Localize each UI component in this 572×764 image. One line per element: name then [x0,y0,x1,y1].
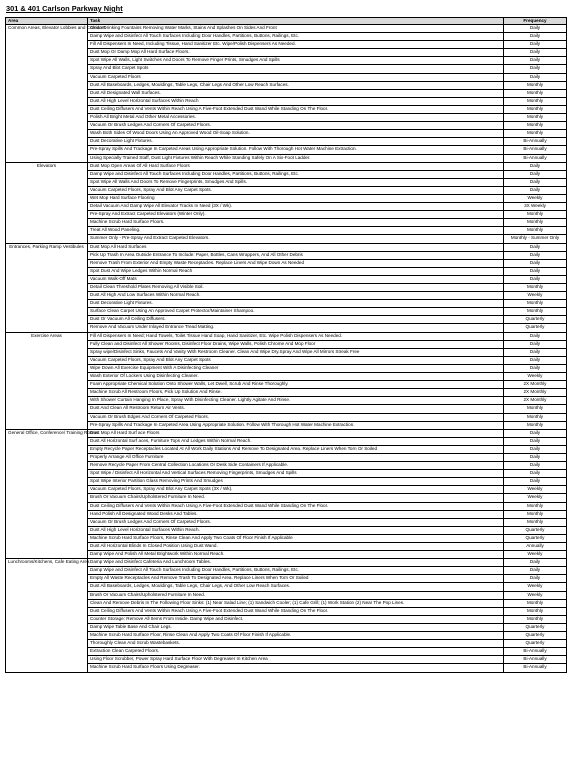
task-cell: Empty All Waste Receptacles And Remove Trash To Designated Area. Replace Liners When Torn Or Soiled [88,575,504,583]
task-cell: Damp Wipe and Disinfect Cafeteria And Lunchroom Tables. [88,559,504,567]
task-cell: Remove Recycle Paper From Central Collection Locations Or Desk Side Containers If Applicable. [88,462,504,470]
table-row [6,405,567,413]
table-row [6,615,567,623]
frequency-cell: Bi-Annually [504,656,567,664]
table-row [6,105,567,113]
frequency-cell: Monthly [504,211,567,219]
frequency-cell: Monthly [504,421,567,429]
task-cell: Wet Mop Hard Surface Flooring [88,194,504,202]
frequency-cell: Daily [504,162,567,170]
frequency-cell: 2X Monthly [504,381,567,389]
frequency-cell: Monthly [504,114,567,122]
task-cell: Dust All Baseboards, Ledges, Mouldings, Table Legs, Chair Legs And Other Low Reach Surfaces. [88,81,504,89]
frequency-cell: Monthly [504,105,567,113]
table-row [6,478,567,486]
task-cell: Vacuum Or Brush Ledges And Corners Of Carpeted Floors. [88,518,504,526]
task-cell: Spray And Blot Carpet Spots [88,65,504,73]
frequency-cell: Monthly [504,219,567,227]
task-cell: Remove And Vacuum Under Inlayed Entrance Tread Matting. [88,324,504,332]
task-cell: Fill All Dispensers In Need; Hand Towels, Toilet Tissue Hand Soap, Hand Sanitizer, Etc. Wipe Polish Dispensers As Needed. [88,332,504,340]
frequency-cell: Daily [504,57,567,65]
frequency-cell: Daily [504,259,567,267]
task-cell: Summer Only - Pre-Spray And Extract Carpeted Elevators. [88,235,504,243]
table-row [6,33,567,41]
frequency-cell: Monthly [504,607,567,615]
table-row [6,57,567,65]
frequency-cell: Weekly [504,373,567,381]
table-row [6,194,567,202]
table-row [6,583,567,591]
frequency-cell: Daily [504,470,567,478]
table-row [6,162,567,170]
table-row [6,25,567,33]
table-row [6,170,567,178]
frequency-cell: Monthly [504,615,567,623]
task-cell: Hand Polish All Designated Wood Desks And Tables. [88,510,504,518]
frequency-cell: Bi-Annually [504,146,567,154]
table-row [6,308,567,316]
frequency-cell: Daily [504,33,567,41]
frequency-cell: Monthly [504,227,567,235]
task-cell: Properly Arrange All Office Furniture [88,453,504,461]
frequency-cell: Daily [504,364,567,372]
table-row [6,551,567,559]
task-cell: Vacuum Carpeted Floors, Spray And Blot Any Carpet Spots [88,356,504,364]
table-row [6,154,567,162]
frequency-cell: Weekly [504,591,567,599]
frequency-cell: Monthly [504,413,567,421]
table-row [6,575,567,583]
frequency-cell: Monthly [504,518,567,526]
frequency-cell: 3X Weekly [504,203,567,211]
table-row [6,462,567,470]
table-row [6,332,567,340]
table-row [6,227,567,235]
table-header-row [6,18,567,25]
task-cell: Dust All Baseboards, Ledges, Mouldings, Table Legs, Chair Legs, And Other Low Reach Surfaces. [88,583,504,591]
table-row [6,397,567,405]
table-row [6,494,567,502]
frequency-cell: Monthly [504,502,567,510]
area-cell: Elevators [6,162,88,243]
frequency-cell: Monthly [504,122,567,130]
area-cell: General Office, Conference/ Training Rooms [6,429,88,559]
table-row [6,219,567,227]
task-cell: Polish All Bright Metal And Other Metal Accessories. [88,114,504,122]
header-task: Task [88,18,504,25]
table-row [6,235,567,243]
task-cell: Vacuum Or Brush Edges And Corners Of Carpeted Floors. [88,413,504,421]
table-row [6,251,567,259]
frequency-cell: Weekly [504,292,567,300]
table-row [6,41,567,49]
frequency-cell: Daily [504,267,567,275]
frequency-cell: Daily [504,178,567,186]
table-row [6,114,567,122]
task-cell: Vacuum Walk-Off Mats [88,275,504,283]
task-cell: Damp Wipe And Polish All Metal Brightwork Within Normal Reach. [88,551,504,559]
task-cell: Foam Appropriate Chemical Solution Onto Shower Walls, Let Dwell, Scrub And Rinse Thoroughly. [88,381,504,389]
frequency-cell: Daily [504,437,567,445]
task-cell: Dust Mop Open Areas Of All Hard Surface Floors [88,162,504,170]
table-row [6,486,567,494]
frequency-cell: Daily [504,332,567,340]
frequency-cell: Daily [504,49,567,57]
task-cell: Pre-Spray And Extract Carpeted Elevators (Winter Only). [88,211,504,219]
task-cell: Remove Trash From Exterior And Empty Waste Receptacles. Replace Liners And Wipe Down As Needed [88,259,504,267]
frequency-cell: Monthly [504,405,567,413]
task-cell: Using Specially Trained Staff, Dust Light Fixtures Within Reach While Standing Safely On A Six-Foot Ladder. [88,154,504,162]
header-area: Area [6,18,88,25]
frequency-cell: Weekly [504,583,567,591]
table-row [6,623,567,631]
table-row [6,356,567,364]
frequency-cell: Monthly [504,300,567,308]
table-row [6,65,567,73]
table-row [6,186,567,194]
frequency-cell: Daily [504,275,567,283]
table-row [6,89,567,97]
frequency-cell: Monthly [504,81,567,89]
table-row [6,421,567,429]
table-row [6,502,567,510]
frequency-cell: Daily [504,462,567,470]
task-cell: Dust Or Vacuum All Ceiling Diffusers. [88,316,504,324]
task-cell: Pre-Spray Spills And Trackage In Carpeted Areas Using Appropriate Solution. Follow With Thorough Hot Water Machine Extraction. [88,146,504,154]
task-cell: Spot Wipe / Disinfect All Horizontal And Vertical Surfaces Removing Fingerprints, Smudges And Spills [88,470,504,478]
table-row [6,567,567,575]
table-row [6,591,567,599]
table-row [6,122,567,130]
page-title: 301 & 401 Carlson Parkway Night [6,4,123,13]
task-cell: Vacuum Carpeted Floors [88,73,504,81]
task-cell: Damp Wipe and Disinfect All Touch Surfaces Including Door Handles, Partitions, Buttons, Railings, Etc. [88,33,504,41]
task-cell: Damp Wipe Table Base And Chair Legs. [88,623,504,631]
frequency-cell: Quarterly [504,640,567,648]
table-row [6,389,567,397]
frequency-cell: Monthly [504,97,567,105]
frequency-cell: Quarterly [504,526,567,534]
task-cell: Dust All Horizontal Blinds In Closed Position Using Dust Wand. [88,543,504,551]
frequency-cell: Bi-Annually [504,664,567,672]
task-cell: Machine Scrub Hard Surface Floor, Rinse Clean And Apply Two Coats Of Floor Finish If Applicable. [88,632,504,640]
table-row [6,259,567,267]
frequency-cell: Monthly [504,89,567,97]
task-cell: Wash Both Sides Of Wood Doors Using An Approved Wood Oil-Soap Solution. [88,130,504,138]
table-row [6,284,567,292]
frequency-cell: Annually [504,543,567,551]
task-cell: Dust Ceiling Diffusers And Vents Within Reach Using A Five-Foot Extended Dust Wand While Standing On The Floor. [88,607,504,615]
table-row [6,243,567,251]
frequency-cell: Daily [504,453,567,461]
frequency-cell: Daily [504,25,567,33]
table-row [6,324,567,332]
frequency-cell: Daily [504,65,567,73]
task-cell: Brush Or Vacuum Chairs/Upholstered Furniture In Need. [88,591,504,599]
table-row [6,640,567,648]
frequency-cell: Daily [504,170,567,178]
task-cell: Vacuum Carpeted Floors, Spray And Blot Any Carpet Spots (3X / Wk). [88,486,504,494]
table-row [6,381,567,389]
task-cell: Vacuum Or Brush Ledges And Corners Of Carpeted Floors. [88,122,504,130]
table-row [6,267,567,275]
frequency-cell: Quarterly [504,632,567,640]
task-cell: Wash Exterior Of Lockers Using Disinfecting Cleaner. [88,373,504,381]
frequency-cell: Weekly [504,194,567,202]
frequency-cell: Daily [504,340,567,348]
task-cell: Dust Mop Or Damp Mop All Hard Surface Floors. [88,49,504,57]
frequency-cell: Monthly [504,599,567,607]
frequency-cell: Quarterly [504,324,567,332]
frequency-cell: Quarterly [504,623,567,631]
task-cell: Spot Wipe Interior Partition Glass Removing Prints And Smudges [88,478,504,486]
task-cell: Dust Mop All Hard Surf ace Floors [88,429,504,437]
table-row [6,656,567,664]
task-cell: Spray wipe/Disinfect Sinks, Faucets And Vanity With Restroom Cleaner. Clean And Wipe Dry.Spray And Wipe All Mirrors Streak Free [88,348,504,356]
table-row [6,534,567,542]
table-row [6,445,567,453]
header-frequency: Frequency [504,18,567,25]
task-cell: Dust All High Level Horizontal Surfaces Within Reach [88,97,504,105]
frequency-cell: Daily [504,41,567,49]
task-cell: Machine Scrub Hard Surface Floors Using Degreaser. [88,664,504,672]
frequency-cell: Daily [504,356,567,364]
table-row [6,510,567,518]
task-cell: Counter Storage: Remove All Items From Inside. Damp Wipe and Disinfect. [88,615,504,623]
table-row [6,437,567,445]
frequency-cell: Daily [504,348,567,356]
area-cell: Common Areas, Elevator Lobbies and Corridors [6,25,88,163]
task-cell: Spot Dust And Wipe Ledges Within Normal Reach [88,267,504,275]
table-row [6,518,567,526]
task-cell: Empty Recycle Paper Receptacles Located At All Work Daily Stations And Remove To Designated Area. Replace Liners When Torn Or Soiled [88,445,504,453]
frequency-cell: Daily [504,445,567,453]
frequency-cell: Weekly [504,494,567,502]
task-cell: Damp Wipe and Disinfect All Touch Surfaces Including Door Handles, Partitions, Buttons, Railings, Etc. [88,567,504,575]
task-cell: Spot Wipe All Walls, Light Switches And Doors To Remove Finger Prints, Smudges And Spills [88,57,504,65]
table-row [6,599,567,607]
frequency-cell: Bi-Annually [504,138,567,146]
task-cell: Dust Ceiling Diffusers And Vents Within Reach Using A Five-Foot Extended Dust Wand While Standing On The Floor. [88,105,504,113]
table-row [6,632,567,640]
task-cell: Dust All Horizontal Surf aces, Furniture Tops And Ledges Within Normal Reach. [88,437,504,445]
table-row [6,203,567,211]
table-row [6,526,567,534]
task-cell: Spot Wipe All Walls And Doors To Remove Fingerprints, Smudges And Spills. [88,178,504,186]
task-cell: With Shower Curtain Hanging In Place, Spray With Disinfecting Cleaner. Lightly Agitate And Rinse. [88,397,504,405]
table-row [6,146,567,154]
frequency-cell: Monthly [504,284,567,292]
task-cell: Dust Decorative Light Fixtures. [88,138,504,146]
task-cell: Clean And Remove Debris In The Following Floor Sinks: (1) Near Salad Line; (1) Sandwich Cooler; (1) Cafe Grill; (1) Work Station (2) Near The Pop Lines. [88,599,504,607]
frequency-cell: 2X Monthly [504,389,567,397]
table-row [6,543,567,551]
frequency-cell: Monthly [504,510,567,518]
frequency-cell: Monthly [504,308,567,316]
task-cell: Dust All Designated Wall Surfaces. [88,89,504,97]
table-row [6,429,567,437]
table-row [6,138,567,146]
task-cell: Surface Clean Carpet Using An Approved Carpet Protector/Maintainer Shampoo. [88,308,504,316]
area-cell: Lunchrooms/Kitchens, Cafe Eating Area [6,559,88,672]
table-row [6,648,567,656]
frequency-cell: 2X Monthly [504,397,567,405]
table-body [6,25,567,673]
table-row [6,453,567,461]
task-cell: Clean Drinking Fountains Removing Water Marks, Stains And Splashes On Sides And Front [88,25,504,33]
task-cell: Damp Wipe and Disinfect All Touch Surfaces Including Door Handles, Partitions, Buttons, Railings, Etc. [88,170,504,178]
table-row [6,178,567,186]
table-row [6,49,567,57]
table-row [6,275,567,283]
frequency-cell: Monthly [504,130,567,138]
frequency-cell: Daily [504,567,567,575]
task-cell: Machine Scrub Hard Surface Floors. [88,219,504,227]
task-cell: Dust And Clean All Restroom Return Air Vents. [88,405,504,413]
frequency-cell: Daily [504,251,567,259]
area-cell: Entrances, Parking Ramp Vestibules [6,243,88,332]
frequency-cell: Daily [504,559,567,567]
task-cell: Machine Scrub Hard Surface Floors, Rinse Clean And Apply Two Coats Of Floor Finish If Applicable [88,534,504,542]
table-row [6,607,567,615]
frequency-cell: Daily [504,186,567,194]
frequency-cell: Weekly [504,486,567,494]
table-row [6,292,567,300]
table-row [6,300,567,308]
area-cell: Exercise Areas [6,332,88,429]
task-cell: Fill All Dispensers In Need, Including Tissue, Hand Sanitizer Etc. Wipe/Polish Dispensers As Needed. [88,41,504,49]
table-row [6,364,567,372]
table-row [6,664,567,672]
task-cell: Dust All High And Low Surfaces Within Normal Reach. [88,292,504,300]
task-cell: Thoroughly Clean And Scrub Wastebaskets. [88,640,504,648]
table-row [6,97,567,105]
table-row [6,316,567,324]
frequency-cell: Daily [504,575,567,583]
task-cell: Detail Vacuum And Damp Wipe All Elevator Tracks In Need (3X / Wk). [88,203,504,211]
task-cell: Treat All Wood Paneling. [88,227,504,235]
frequency-cell: Daily [504,429,567,437]
table-row [6,348,567,356]
task-cell: Detail Clean Threshold Plates Removing All Visible Soil. [88,284,504,292]
task-cell: Pre-Spray Spills And Trackage In Carpeted Area Using Appropriate Solution. Follow With Thorough Hot Water Machine Extraction. [88,421,504,429]
task-cell: Fully Clean and Disinfect All Shower Rooms, Disinfect Floor Drains, Wipe Walls, Polish Chrome And Mop Floor [88,340,504,348]
task-cell: Pick Up Trash In Area Outside Entrance To Include: Paper, Bottles, Cans Wrappers, And All Other Debris [88,251,504,259]
task-cell: Machine Scrub All Restroom Floors, Pick Up Solution And Rinse. [88,389,504,397]
table-row [6,81,567,89]
frequency-cell: Daily [504,73,567,81]
frequency-cell: Weekly [504,551,567,559]
table-row [6,373,567,381]
task-cell: Wipe Down All Exercise Equipment With A Disinfecting Cleaner [88,364,504,372]
task-cell: Using Floor Scrubber, Power Spray Hard Surface Floor With Degreaser In Kitchen Area [88,656,504,664]
task-cell: Vacuum Carpeted Floors, Spray And Blot Any Carpet Spots. [88,186,504,194]
table-row [6,413,567,421]
frequency-cell: Quarterly [504,316,567,324]
table-row [6,73,567,81]
frequency-cell: Quarterly [504,534,567,542]
task-cell: Dust Ceiling Diffusers And Vents Within Reach Using A Five-Foot Extended Dust Wand While Standing On The Floor. [88,502,504,510]
task-cell: Extraction Clean Carpeted Floors. [88,648,504,656]
table-row [6,130,567,138]
frequency-cell: Bi-Annually [504,648,567,656]
task-cell: Dust Decorative Light Fixtures. [88,300,504,308]
task-cell: Dust All High Level Horizontal Surfaces Within Reach. [88,526,504,534]
frequency-cell: Daily [504,243,567,251]
task-cell: Dust Mop All Hard Surfaces [88,243,504,251]
frequency-cell: Daily [504,478,567,486]
table-row [6,211,567,219]
task-cell: Brush Or Vacuum Chairs/Upholstered Furniture In Need. [88,494,504,502]
table-row [6,559,567,567]
frequency-cell: Monthly - Summer Only [504,235,567,243]
cleaning-schedule-table [5,17,567,673]
frequency-cell: Bi-Annually [504,154,567,162]
table-row [6,470,567,478]
table-row [6,340,567,348]
